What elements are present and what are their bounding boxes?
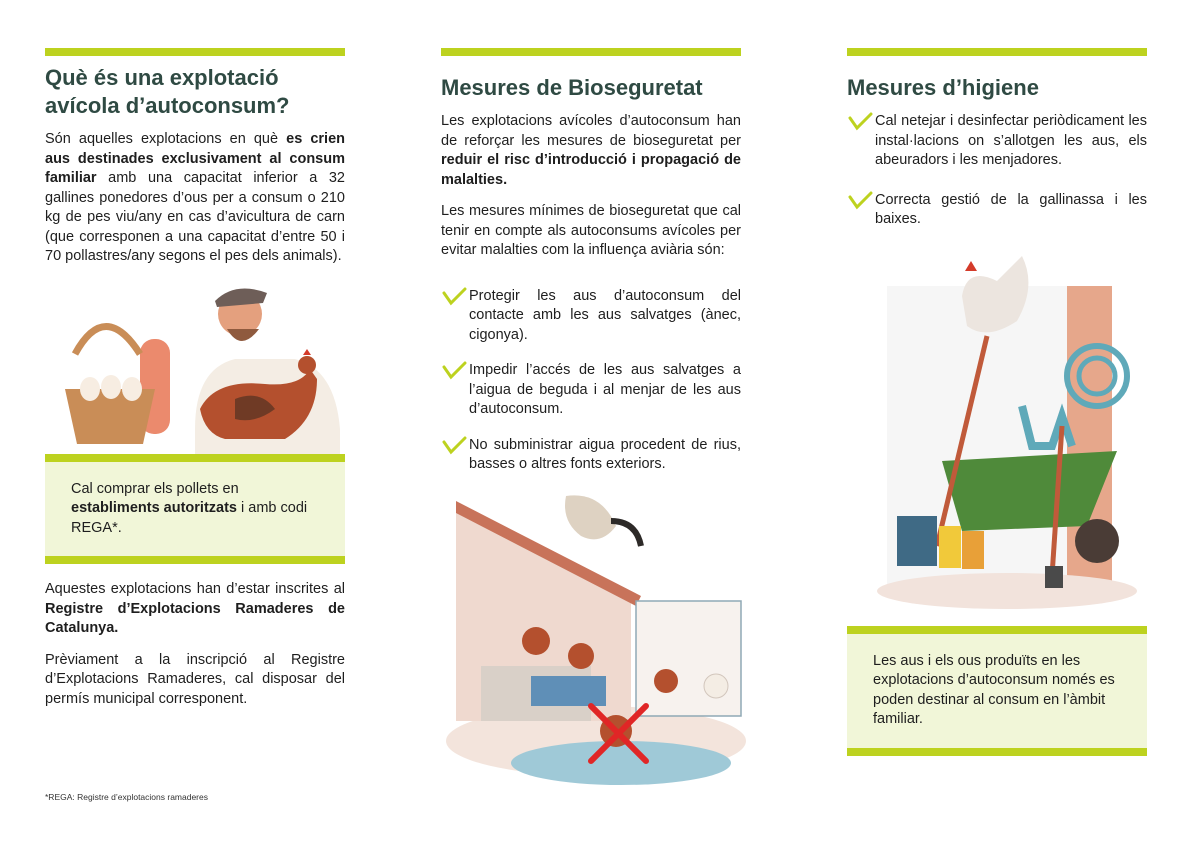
list-item: Protegir les aus d’autoconsum del contacte amb les aus salvatges (ànec, cigonya). bbox=[441, 287, 741, 346]
section-title: Mesures d’higiene bbox=[847, 75, 1039, 100]
permit-paragraph: Prèviament a la inscripció al Registre d’Explotacions Ramaderes, cal disposar del permís municipal corresponent. bbox=[45, 651, 345, 707]
list-item: Impedir l’accés de les aus salvatges a l’aigua de beguda i al menjar de les aus d’autoconsum. bbox=[441, 361, 741, 420]
section-title: Mesures de Bioseguretat bbox=[441, 75, 703, 100]
column-hygiene bbox=[847, 48, 1147, 756]
section-title: Què és una explotació avícola d’autoconsum? bbox=[45, 65, 290, 118]
accent-bar bbox=[441, 48, 741, 56]
check-icon bbox=[847, 112, 875, 132]
farmer-illustration bbox=[45, 279, 345, 454]
henhouse-illustration bbox=[441, 491, 751, 791]
list-item: No subministrar aigua procedent de rius, basses o altres fonts exteriors. bbox=[441, 436, 741, 475]
info-box-chicks: Cal comprar els pollets en establiments autoritzats i amb codi REGA*. bbox=[45, 454, 345, 565]
list-item: Correcta gestió de la gallinassa i les baixes. bbox=[847, 191, 1147, 230]
column-what-is bbox=[45, 48, 345, 721]
accent-bar bbox=[847, 48, 1147, 56]
footnote: *REGA: Registre d’explotacions ramaderes bbox=[45, 792, 208, 802]
registry-paragraph: Aquestes explotacions han d’estar inscrites al Registre d’Explotacions Ramaderes de Catalunya. bbox=[45, 581, 345, 636]
check-icon bbox=[441, 361, 469, 381]
cleaning-tools-illustration bbox=[847, 246, 1147, 626]
info-box-family-use: Les aus i els ous produïts en les explotacions d’autoconsum només es poden destinar al consum en l’àmbit familiar. bbox=[847, 626, 1147, 756]
check-icon bbox=[441, 436, 469, 456]
column-biosecurity bbox=[441, 48, 741, 791]
intro-paragraph: Són aquelles explotacions en què es crien aus destinades exclusivament al consum familiar amb una capacitat inferior a 32 gallines ponedores d’ous per a consum o 210 kg de pes viu/any en cas d’avicultura de carn (que corresponen a una capacitat d’entre 50 i 70 pollastres/any segons el pes dels animals). bbox=[45, 131, 345, 264]
biosecurity-measures-intro: Les mesures mínimes de bioseguretat que cal tenir en compte als autoconsums avícoles per evitar malalties com la influença aviària són: bbox=[441, 203, 741, 258]
biosecurity-intro: Les explotacions avícoles d’autoconsum han de reforçar les mesures de bioseguretat per reduir el risc d’introducció i propagació de malalties. bbox=[441, 113, 741, 188]
accent-bar bbox=[45, 48, 345, 56]
list-item: Cal netejar i desinfectar periòdicament les instal·lacions on s’allotgen les aus, els abeuradors i les menjadores. bbox=[847, 112, 1147, 171]
check-icon bbox=[847, 191, 875, 211]
check-icon bbox=[441, 287, 469, 307]
